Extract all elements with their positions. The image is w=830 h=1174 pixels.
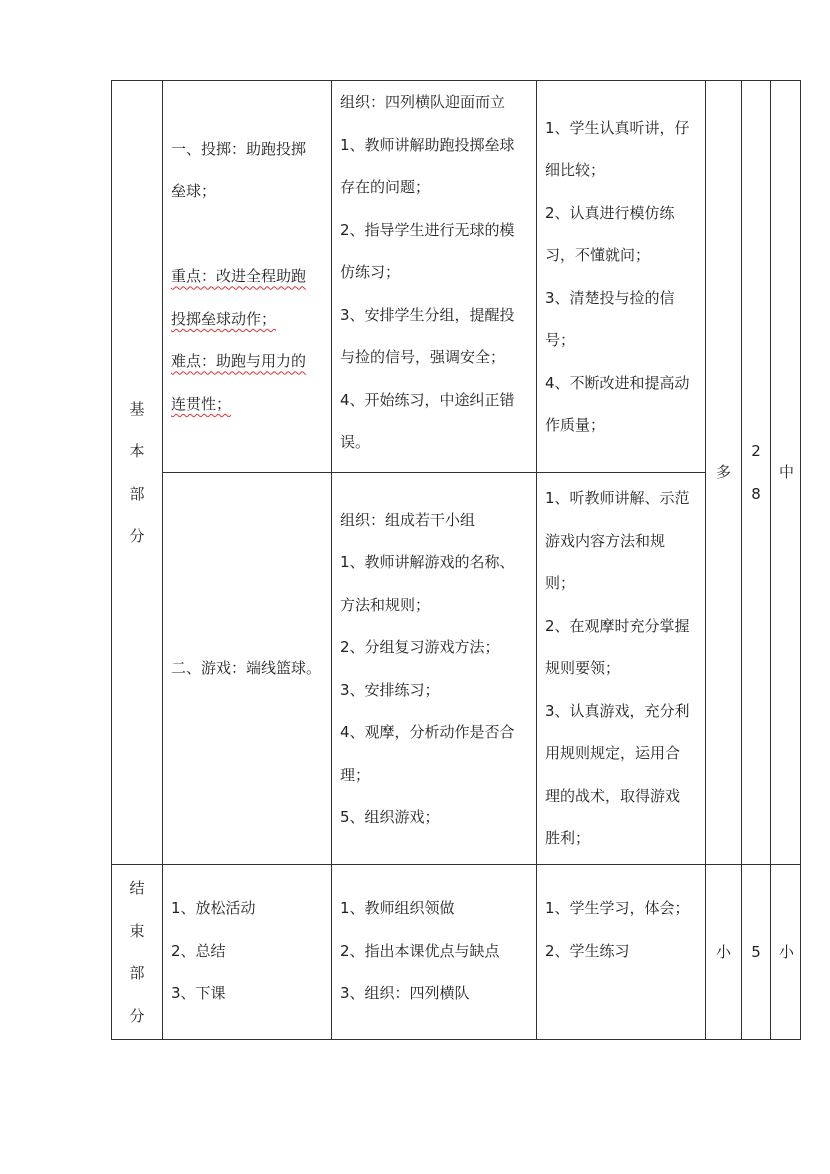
teacher-line: 3、安排学生分组，提醒投 bbox=[340, 305, 515, 324]
student-cell-game bbox=[537, 473, 706, 865]
section-label-basic bbox=[112, 81, 163, 865]
minutes-cell-basic bbox=[742, 81, 771, 865]
teacher-line: 5、组织游戏； bbox=[340, 808, 440, 826]
difficulty-line: 难点：助跑与用力的 bbox=[171, 352, 307, 371]
student-line: 2、学生练习 bbox=[545, 941, 630, 960]
label-char: 部 bbox=[129, 964, 145, 982]
student-line: 1、学生认真听讲，仔 bbox=[545, 118, 690, 137]
spacer bbox=[171, 213, 323, 256]
student-line: 号； bbox=[545, 331, 576, 349]
teacher-cell-throwing bbox=[332, 81, 537, 473]
student-line: 作质量； bbox=[545, 416, 606, 434]
teacher-line: 1、教师组织领做 bbox=[340, 899, 455, 917]
minutes-cell-ending: 5 bbox=[742, 865, 771, 1040]
teacher-line: 3、组织：四列横队 bbox=[340, 984, 470, 1002]
key-point-line: 重点：改进全程助跑 bbox=[171, 267, 307, 286]
content-cell-throwing bbox=[163, 81, 332, 473]
teacher-line: 1、教师讲解游戏的名称、 bbox=[340, 553, 515, 571]
teacher-line: 误。 bbox=[340, 433, 371, 451]
student-line: 2、认真进行模仿练 bbox=[545, 203, 675, 222]
teacher-line: 理； bbox=[340, 765, 371, 784]
student-line: 用规则规定，运用合 bbox=[545, 744, 681, 763]
teacher-line: 4、观摩，分析动作是否合 bbox=[340, 723, 515, 741]
student-line: 4、不断改进和提高动 bbox=[545, 373, 690, 392]
student-line: 细比较； bbox=[545, 161, 606, 179]
label-char: 基 bbox=[129, 399, 145, 418]
student-cell-throwing bbox=[537, 81, 706, 473]
times-cell-basic: 多 bbox=[706, 81, 742, 865]
table-row-basic-throwing bbox=[112, 81, 801, 473]
student-line: 规则要领； bbox=[545, 659, 621, 678]
table-row-ending bbox=[112, 865, 801, 1040]
student-line: 则； bbox=[545, 574, 576, 593]
content-line: 3、下课 bbox=[171, 984, 226, 1002]
teacher-line: 2、指出本课优点与缺点 bbox=[340, 941, 500, 960]
student-line: 1、听教师讲解、示范 bbox=[545, 489, 690, 508]
student-line: 3、认真游戏，充分利 bbox=[545, 701, 690, 720]
label-char: 分 bbox=[129, 1006, 145, 1025]
intensity-cell-ending: 小 bbox=[771, 865, 801, 1040]
intensity-cell-basic: 中 bbox=[771, 81, 801, 865]
content-line: 二、游戏：端线篮球。 bbox=[171, 659, 322, 678]
student-line: 习，不懂就问； bbox=[545, 246, 651, 264]
label-char: 结 bbox=[129, 879, 145, 897]
lesson-plan-table bbox=[111, 80, 801, 1040]
content-line: 一、投掷：助跑投掷 bbox=[171, 139, 307, 158]
label-char: 束 bbox=[129, 921, 145, 940]
label-char: 部 bbox=[129, 484, 145, 503]
teacher-line: 与捡的信号，强调安全； bbox=[340, 348, 506, 366]
teacher-line: 2、分组复习游戏方法； bbox=[340, 638, 500, 656]
teacher-cell-ending bbox=[332, 865, 537, 1040]
content-cell-ending bbox=[163, 865, 332, 1040]
teacher-line: 仿练习； bbox=[340, 263, 401, 281]
student-line: 3、清楚投与捡的信 bbox=[545, 288, 675, 307]
minutes-digit: 2 bbox=[751, 442, 761, 460]
times-cell-ending: 小 bbox=[706, 865, 742, 1040]
label-char: 分 bbox=[129, 527, 145, 545]
student-line: 1、学生学习，体会； bbox=[545, 899, 690, 917]
student-line: 游戏内容方法和规 bbox=[545, 531, 666, 550]
teacher-line: 2、指导学生进行无球的模 bbox=[340, 220, 515, 239]
student-line: 2、在观摩时充分掌握 bbox=[545, 616, 690, 635]
label-char: 本 bbox=[129, 442, 145, 460]
teacher-line: 4、开始练习，中途纠正错 bbox=[340, 390, 515, 409]
student-line: 理的战术，取得游戏 bbox=[545, 786, 681, 805]
student-cell-ending bbox=[537, 865, 706, 1040]
teacher-line: 3、安排练习； bbox=[340, 680, 440, 699]
minutes-digit: 8 bbox=[751, 484, 761, 503]
content-line: 垒球； bbox=[171, 182, 217, 201]
content-line: 1、放松活动 bbox=[171, 899, 256, 917]
content-cell-game bbox=[163, 473, 332, 865]
teacher-cell-game bbox=[332, 473, 537, 865]
teacher-line: 存在的问题； bbox=[340, 178, 431, 196]
table-row-basic-game bbox=[112, 473, 801, 865]
difficulty-line: 连贯性； bbox=[171, 394, 232, 413]
teacher-line: 组织：四列横队迎面而立 bbox=[340, 93, 506, 111]
teacher-line: 1、教师讲解助跑投掷垒球 bbox=[340, 135, 515, 154]
section-label-ending bbox=[112, 865, 163, 1040]
key-point-line: 投掷垒球动作； bbox=[171, 309, 277, 328]
content-line: 2、总结 bbox=[171, 941, 226, 960]
teacher-line: 方法和规则； bbox=[340, 595, 431, 614]
teacher-line: 组织：组成若干小组 bbox=[340, 510, 476, 529]
student-line: 胜利； bbox=[545, 829, 591, 848]
